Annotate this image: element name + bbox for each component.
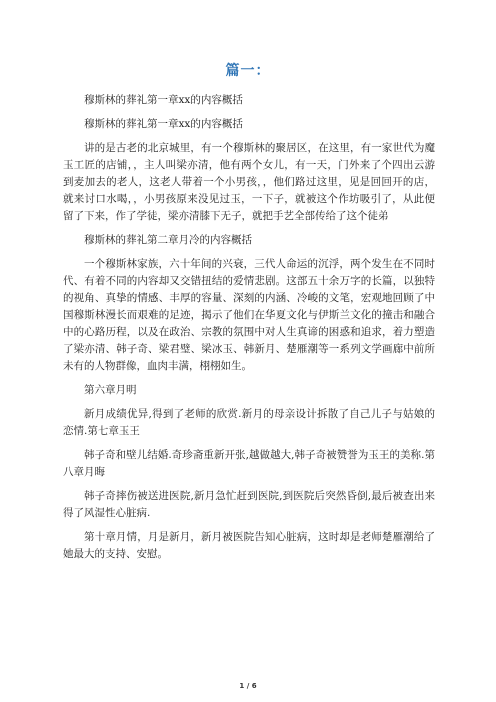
paragraph-2: 穆斯林的葬礼第一章xx的内容概括 (84, 118, 243, 130)
document-body (63, 92, 435, 570)
paragraph-3: 讲的是古老的北京城里，有一个穆斯林的聚居区，在这里，有一家世代为魔玉工匠的店铺，，主人叫梁亦清，他有两个女儿，有一天，门外来了个四出云游到麦加去的老人，这老人带着一个小男孩，，他们路过这里，见是回回开的店，就来讨口水喝，，小男孩原来没见过玉，一下子，就被这个作坊吸引了，从此便留了下来，作了学徒，梁亦清膝下无子，就把手艺全部传给了这个徒弟 (63, 142, 435, 222)
paragraph-10: 第十章月情，月是新月，新月被医院告知心脏病，这时却是老师楚雁潮给了她最大的支持、安慰。 (63, 531, 435, 560)
page-number: 1 / 6 (239, 682, 257, 690)
paragraph-7: 新月成绩优异,得到了老师的欣赏.新月的母亲设计拆散了自己儿子与姑娘的恋情.第七章玉王 (63, 408, 435, 437)
paragraph-5: 一个穆斯林家族，六十年间的兴衰，三代人命运的沉浮，两个发生在不同时代、有着不同的内容却又交错扭结的爱情悲剧。这部五十余万字的长篇，以独特的视角、真挚的情感、丰厚的容量、深刻的内涵、冷峻的文笔，宏观地回顾了中国穆斯林漫长而艰难的足迹，揭示了他们在华夏文化与伊斯兰文化的撞击和融合中的心路历程，以及在政治、宗教的氛围中对人生真谛的困惑和追求，着力塑造了梁亦清、韩子奇、梁君璧、梁冰玉、韩新月、楚雁潮等一系列文学画廊中前所未有的人物群像，血肉丰满，栩栩如生。 (63, 258, 435, 372)
page-title: 篇一： (225, 63, 271, 79)
paragraph-4: 穆斯林的葬礼第二章月冷的内容概括 (84, 234, 252, 246)
paragraph-1: 穆斯林的葬礼第一章xx的内容概括 (84, 94, 243, 106)
paragraph-9: 韩子奇摔伤被送进医院,新月急忙赶到医院,到医院后突然昏倒,最后被查出来得了风湿性心脏病. (63, 490, 435, 519)
paragraph-8: 韩子奇和壁儿结婚.奇珍斋重新开张,越做越大,韩子奇被赞誉为玉王的美称.第八章月晦 (63, 449, 435, 478)
paragraph-6: 第六章月明 (84, 384, 137, 396)
